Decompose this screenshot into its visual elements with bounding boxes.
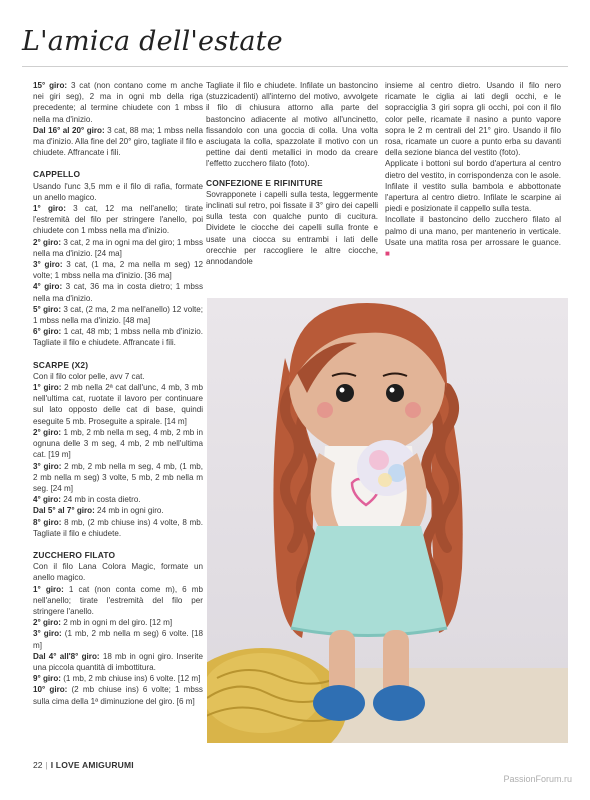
paragraph: Tagliate il filo e chiudete. Infilate un bastoncino (stuzzicadenti) all'interno del motivo, avvolgete il filo di chiusura attorno alla parte del bastoncino adiacente al motivo all'uncinetto, fissandolo con una goccia di colla. Una volta asciugata la colla, spazzolate il motivo con un pettine dai denti metallici in modo da creare l'effetto zucchero filato (foto). — [206, 81, 378, 169]
column-1 — [33, 80, 203, 707]
paragraph: 2° giro: 3 cat, 2 ma in ogni ma del giro; 1 mbss nella ma d'inizio. [24 ma] — [33, 237, 204, 258]
paragraph: 3° giro: 3 cat, (1 ma, 2 ma nella m seg) 12 volte; 1 mbss nella ma d'inizio. [36 ma] — [33, 260, 203, 281]
paragraph: insieme al centro dietro. Usando il filo nero ricamate le ciglia ai lati degli occhi, e le sopracciglia 3 giri sopra gli occhi, poi con il filo color pelle, ricamate il nasino a punto vapore sopra le 2 m centrali del 21° giro. Usando il filo rosa, ricamate un cuore a punto erba su davanti della sezione bianca del vestito (foto). — [385, 81, 561, 158]
paragraph: 1° giro: 1 cat (non conta come m), 6 mb nell'anello; tirate l'estremità del filo per stringere l'anello. — [33, 584, 204, 616]
paragraph: Con il filo Lana Colora Magic, formate un anello magico. — [33, 562, 203, 583]
paragraph: 6° giro: 1 cat, 48 mb; 1 mbss nella mb d'inizio. Tagliate il filo e chiudete. Affrancate i fili. — [33, 327, 204, 348]
paragraph: 8° giro: 8 mb, (2 mb chiuse ins) 4 volte, 8 mb. Tagliate il filo e chiudete. — [33, 517, 204, 538]
footer-separator: | — [45, 760, 48, 770]
paragraph: 1° giro: 2 mb nella 2ª cat dall'unc, 4 mb, 3 mb nell'ultima cat, ruotate il lavoro per continuare sul lato opposto delle cat di base, quindi eseguite 5 mb. Proseguite a spirale. [14 m] — [33, 383, 204, 426]
paragraph: 4° giro: 24 mb in costa dietro. — [33, 495, 141, 505]
column-3 — [385, 80, 561, 259]
paragraph: 3° giro: (1 mb, 2 mb nella m seg) 6 volte. [18 m] — [33, 629, 203, 650]
paragraph: Sovrapponete i capelli sulla testa, leggermente inclinati sul retro, poi fissate il 3° giro dei capelli sulla testa con qualche punto di cucitura. Dividete le ciocche dei capelli sulla fronte e usate una ciocca su entrambi i lati delle orecchie per raccogliere le altre ciocche, annodandole — [206, 189, 378, 267]
paragraph: 2° giro: 2 mb in ogni m del giro. [12 m] — [33, 618, 173, 628]
paragraph: 1° giro: 3 cat, 12 ma nell'anello; tirate l'estremità del filo per stringere l'anello, poi chiudete con 1 mbss nella ma d'inizio. — [33, 204, 203, 236]
paragraph: Applicate i bottoni sul bordo d'apertura al centro dietro del vestito, in corrispondenza con le asole. Infilate il vestito sulla bambola e abbottonate l'apertura al centro dietro. Infilate le scarpine ai piedi e posizionate il cappello sulla testa. — [385, 159, 561, 214]
section-heading-scarpe: SCARPE (X2) — [33, 359, 89, 370]
paragraph: 15° giro: 3 cat (non contano come m anche nei giri seg), 2 ma in ogni mb della riga precedente; al termine chiudete con 1 mbss nella ma d'inizio. — [33, 81, 203, 124]
paragraph: 3° giro: 2 mb, 2 mb nella m seg, 4 mb, (1 mb, 2 mb nella m seg) 3 volte, 5 mb, 2 mb nella m seg. [24 m] — [33, 461, 203, 493]
paragraph: 4° giro: 3 cat, 36 ma in costa dietro; 1 mbss nella ma d'inizio. — [33, 282, 203, 303]
end-mark-icon: ■ — [385, 249, 390, 259]
paragraph: Usando l'unc 3,5 mm e il filo di rafia, formate un anello magico. — [33, 181, 203, 202]
doll-photo — [207, 298, 568, 743]
paragraph: 9° giro: (1 mb, 2 mb chiuse ins) 6 volte. [12 m] — [33, 674, 201, 684]
watermark: PassionForum.ru — [503, 774, 572, 784]
page-footer — [33, 760, 134, 770]
paragraph: 5° giro: 3 cat, (2 ma, 2 ma nell'anello) 12 volte; 1 mbss nella ma d'inizio. [48 ma] — [33, 304, 204, 326]
paragraph: Dal 16° al 20° giro: 3 cat, 88 ma; 1 mbss nella ma d'inizio. Alla fine del 20° giro, tagliate il filo e chiudete. Affrancate i fili. — [33, 125, 203, 158]
paragraph: 2° giro: 1 mb, 2 mb nella m seg, 4 mb, 2 mb in ognuna delle 3 m seg, 4 mb, 2 mb nell'ultima cat. [19 m] — [33, 427, 204, 460]
magazine-name: I LOVE AMIGURUMI — [50, 760, 134, 770]
paragraph: Dal 5° al 7° giro: 24 mb in ogni giro. — [33, 506, 164, 516]
paragraph: Dal 4° all'8° giro: 18 mb in ogni giro. Inserite una piccola quantità di imbottitura. — [33, 651, 203, 672]
paragraph: Con il filo color pelle, avv 7 cat. — [33, 371, 145, 381]
column-2 — [206, 80, 378, 267]
page-title: L'amica dell'estate — [22, 26, 283, 57]
paragraph: 10° giro: (2 mb chiuse ins) 6 volte; 1 mbss sulla cima della 1ª diminuzione del giro. [6 m] — [33, 685, 203, 706]
paragraph: Incollate il bastoncino dello zucchero filato al palmo di una mano, per mantenerio in verticale. Usate una matita rosa per arrossare le guance. ■ — [385, 215, 561, 259]
section-heading-cappello: CAPPELLO — [33, 169, 81, 180]
header-divider — [22, 66, 568, 67]
page-number: 22 — [33, 760, 43, 770]
section-heading-zucchero: ZUCCHERO FILATO — [33, 549, 116, 560]
section-heading-confezione: CONFEZIONE E RIFINITURE — [206, 177, 323, 188]
